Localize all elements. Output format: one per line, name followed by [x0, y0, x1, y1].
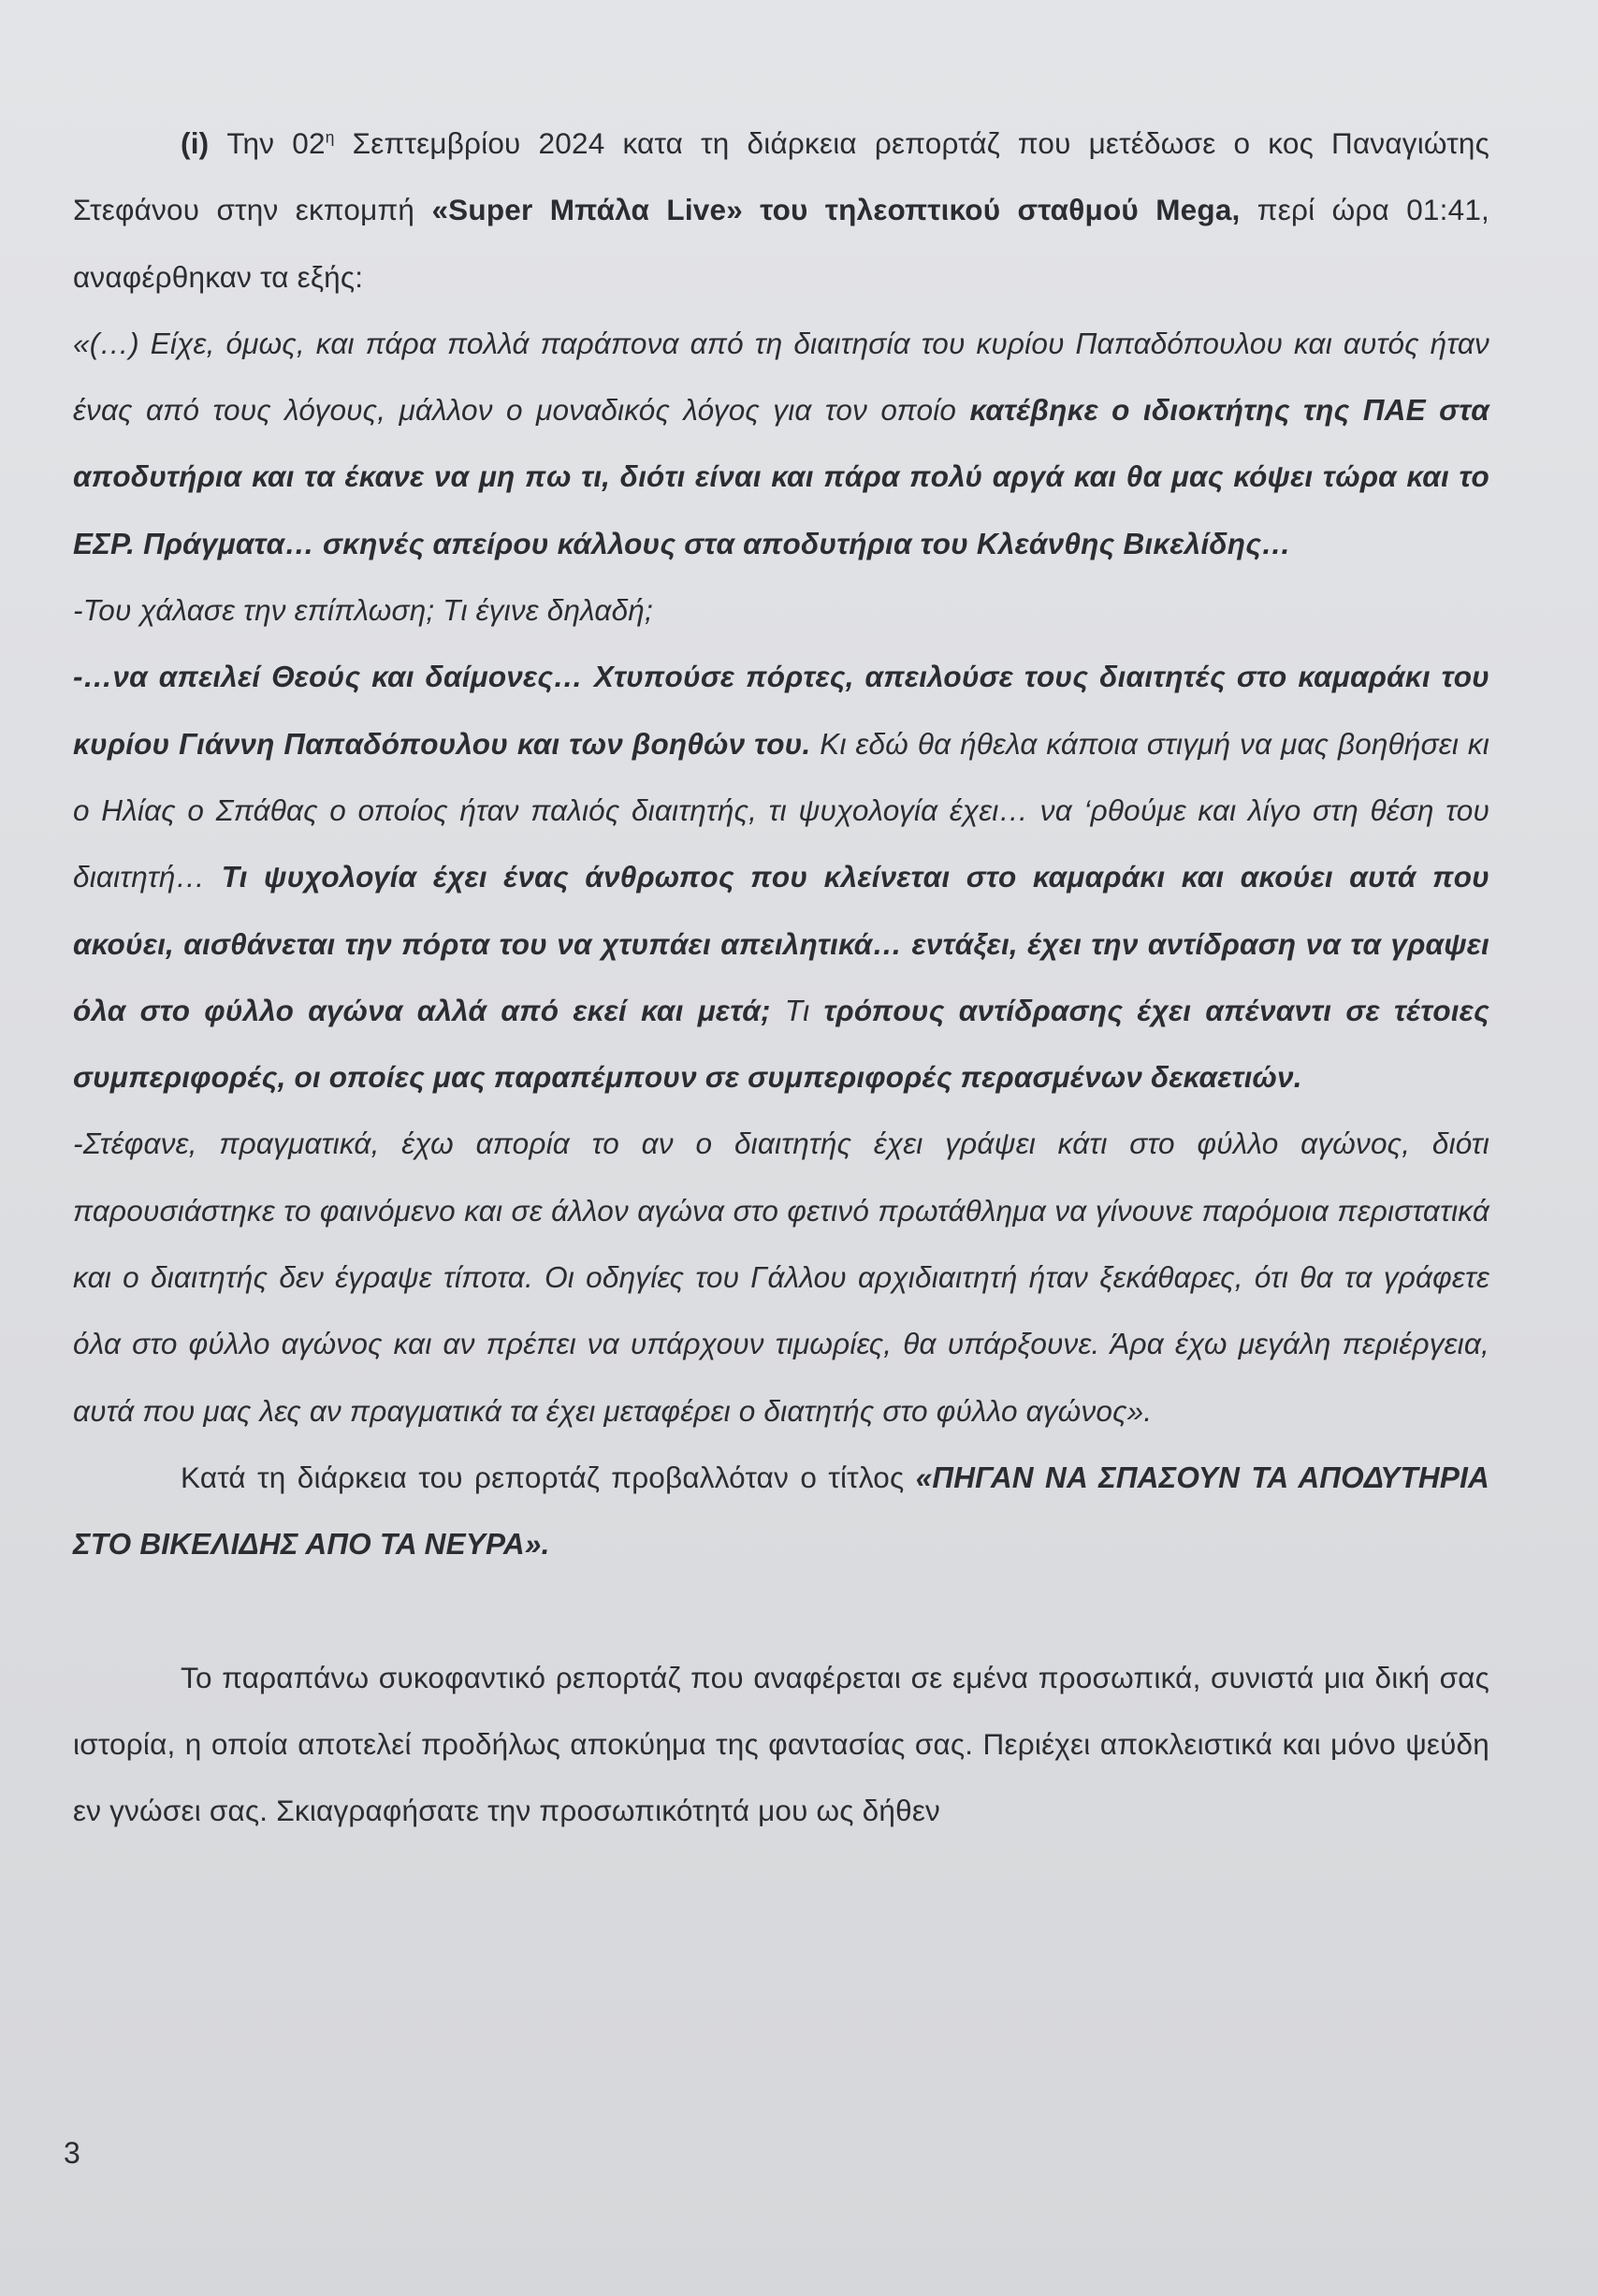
paragraph-defamation [73, 1645, 1489, 1845]
quote3-text-c: Τι [770, 993, 824, 1027]
intro-text-b: Σεπτεμβρίου 2024 κατα τη διάρκεια ρεπορτάζ που μετέδωσε ο κος Παναγιώτης Στεφάνου στην εκπομπή [73, 126, 1489, 227]
item-label: (i) [181, 126, 210, 160]
quote-paragraph-4 [73, 1111, 1489, 1444]
page-number: 3 [64, 2136, 80, 2170]
quote2-text: -Του χάλασε την επίπλωση; Τι έγινε δηλαδή; [73, 593, 653, 628]
broadcast-title: «ΠΗΓΑΝ ΝΑ ΣΠΑΣΟΥΝ ΤΑ ΑΠΟΔΥΤΗΡΙΑ ΣΤΟ ΒΙΚΕΛΙΔΗΣ ΑΠΟ ΤΑ ΝΕΥΡΑ». [73, 1460, 1489, 1562]
quote3-bold-b: Τι ψυχολογία έχει ένας άνθρωπος που κλείνεται στο καμαράκι και ακούει αυτά που ακούει, αισθάνεται την πόρτα του να χτυπάει απειλητικά… εντάξει, έχει την αντίδραση να τα γραψει όλα στο φύλλο αγώνα αλλά από εκεί και μετά; [73, 860, 1489, 1027]
quote-paragraph-1 [73, 311, 1489, 577]
quote3-bold-a: να απειλεί Θεούς και δαίμονες… Χτυπούσε πόρτες, απειλούσε τους διαιτητές στο καμαράκι του κυρίου Γιάννη Παπαδόπουλου και των βοηθών του. [73, 660, 1489, 761]
quote-paragraph-3 [73, 644, 1489, 1111]
paragraph-intro [73, 110, 1489, 311]
quote1-bold: κατέβηκε ο ιδιοκτήτης της ΠΑΕ στα αποδυτήρια και τα έκανε να μη πω τι, διότι είναι και πάρα πολύ αργά και θα μας κόψει τώρα και το ΕΣΡ. Πράγματα… σκηνές απείρου κάλλους στα αποδυτήρια του Κλεάνθης Βικελίδης… [73, 393, 1490, 560]
para3-text: Το παραπάνω συκοφαντικό ρεπορτάζ που αναφέρεται σε εμένα προσωπικά, συνιστά μια δική σας ιστορία, η οποία αποτελεί προδήλως αποκύημα της φαντασίας σας. Περιέχει αποκλειστικά και μόνο ψεύδη εν γνώσει σας. Σκιαγραφήσατε την προσωπικότητά μου ως δήθεν [73, 1660, 1489, 1828]
ordinal-superscript: η [325, 127, 335, 147]
quote4-text: -Στέφανε, πραγματικά, έχω απορία το αν ο διαιτητής έχει γράψει κάτι στο φύλλο αγώνος, διότι παρουσιάστηκε το φαινόμενο και σε άλλον αγώνα στο φετινό πρωτάθλημα να γίνουνε παρόμοια περιστατικά και ο διαιτητής δεν έγραψε τίποτα. Οι οδηγίες του Γάλλου αρχιδιαιτητή ήταν ξεκάθαρες, ότι θα τα γράφετε όλα στο φύλλο αγώνος και αν πρέπει να υπάρχουν τιμωρίες, θα υπάρξουνε. Άρα έχω μεγάλη περιέργεια, αυτά που μας λες αν πραγματικά τα έχει μεταφέρει ο διατητής στο φύλλο αγώνος». [73, 1126, 1489, 1428]
para2-text: Κατά τη διάρκεια του ρεπορτάζ προβαλλόταν ο τίτλος [181, 1460, 916, 1494]
show-name: «Super Μπάλα Live» του τηλεοπτικού σταθμού Mega, [431, 193, 1241, 227]
quote-paragraph-2 [73, 577, 1489, 644]
paragraph-gap [73, 1578, 1489, 1645]
intro-text-a: Την 02 [209, 126, 326, 160]
document-body [73, 110, 1489, 1844]
intro-text-c: περί ώρα 01:41, αναφέρθηκαν τα εξής: [73, 193, 1489, 294]
quote3-dash: -… [73, 660, 113, 694]
paragraph-title-shown [73, 1445, 1489, 1578]
quote3-text-b: Κι εδώ θα ήθελα κάποια στιγμή να μας βοηθήσει κι ο Ηλίας ο Σπάθας ο οποίος ήταν παλιός διαιτητής, τι ψυχολογία έχει… να ‘ρθούμε και λίγο στη θέση του διαιτητή… [73, 726, 1489, 894]
quote3-bold-c: τρόπους αντίδρασης έχει απέναντι σε τέτοιες συμπεριφορές, οι οποίες μας παραπέμπουν σε συμπεριφορές περασμένων δεκαετιών. [73, 993, 1489, 1095]
quote1-text: «(…) Είχε, όμως, και πάρα πολλά παράπονα από τη διαιτησία του κυρίου Παπαδόπουλου και αυτός ήταν ένας από τους λόγους, μάλλον ο μοναδικός λόγος για τον οποίο [73, 326, 1489, 428]
